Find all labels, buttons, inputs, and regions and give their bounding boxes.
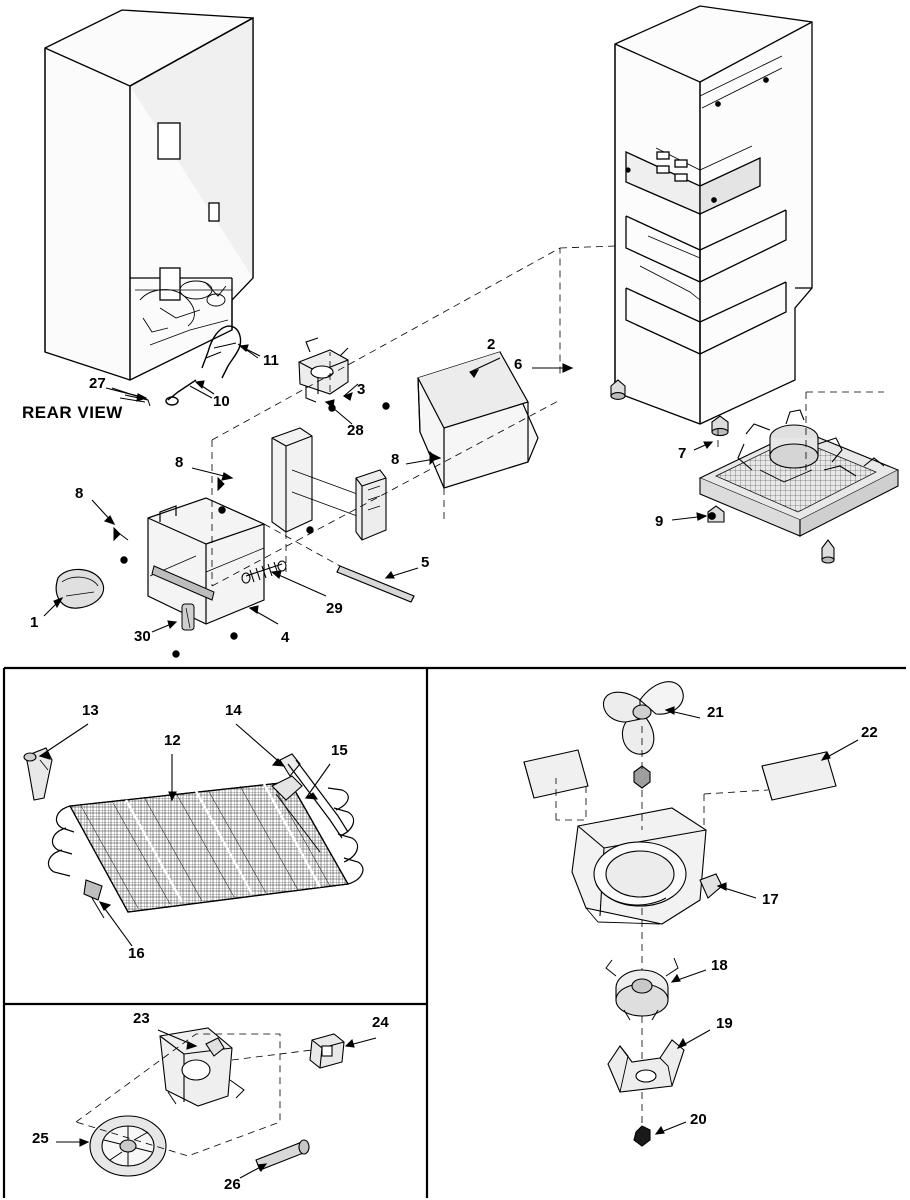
part-1-drip-piece [56,569,103,608]
rear-view-cabinet [45,10,253,380]
callout-17: 17 [762,891,779,908]
callout-9: 9 [655,513,664,530]
callout-3: 3 [357,381,366,398]
callout-5: 5 [421,554,430,571]
callout-6: 6 [514,356,523,373]
fan-assembly [524,682,836,1146]
callout-13: 13 [82,702,99,719]
callout-27: 27 [89,375,106,392]
callout-19: 19 [716,1015,733,1032]
callout-12: 12 [164,732,181,749]
callout-21: 21 [707,704,724,721]
callout-8-a: 8 [75,485,84,502]
rear-view-label: REAR VIEW [22,403,123,422]
evaporator-assembly [24,748,363,918]
callout-30: 30 [134,628,151,645]
callout-15: 15 [331,742,348,759]
callout-1: 1 [30,614,39,631]
callout-25: 25 [32,1130,49,1147]
callout-22: 22 [861,724,878,741]
callout-8-c: 8 [391,451,400,468]
wheel-assembly [90,1028,344,1176]
callout-28: 28 [347,422,364,439]
callout-8-b: 8 [175,454,184,471]
callout-14: 14 [225,702,242,719]
callout-18: 18 [711,957,728,974]
part-3-28-mount [299,338,348,402]
callout-11: 11 [263,352,279,369]
callout-10: 10 [213,393,230,410]
cabinet-frame [615,6,812,424]
callout-4: 4 [281,629,290,646]
part-5-rod [337,566,414,602]
callout-29: 29 [326,600,343,617]
callout-23: 23 [133,1010,150,1027]
callout-24: 24 [372,1014,389,1031]
compressor-base-assembly [700,410,898,563]
callout-16: 16 [128,945,145,962]
callout-20: 20 [690,1111,707,1128]
callout-7: 7 [678,445,687,462]
part-4-panel [148,498,264,624]
callout-26: 26 [224,1176,241,1193]
callout-2: 2 [487,336,496,353]
